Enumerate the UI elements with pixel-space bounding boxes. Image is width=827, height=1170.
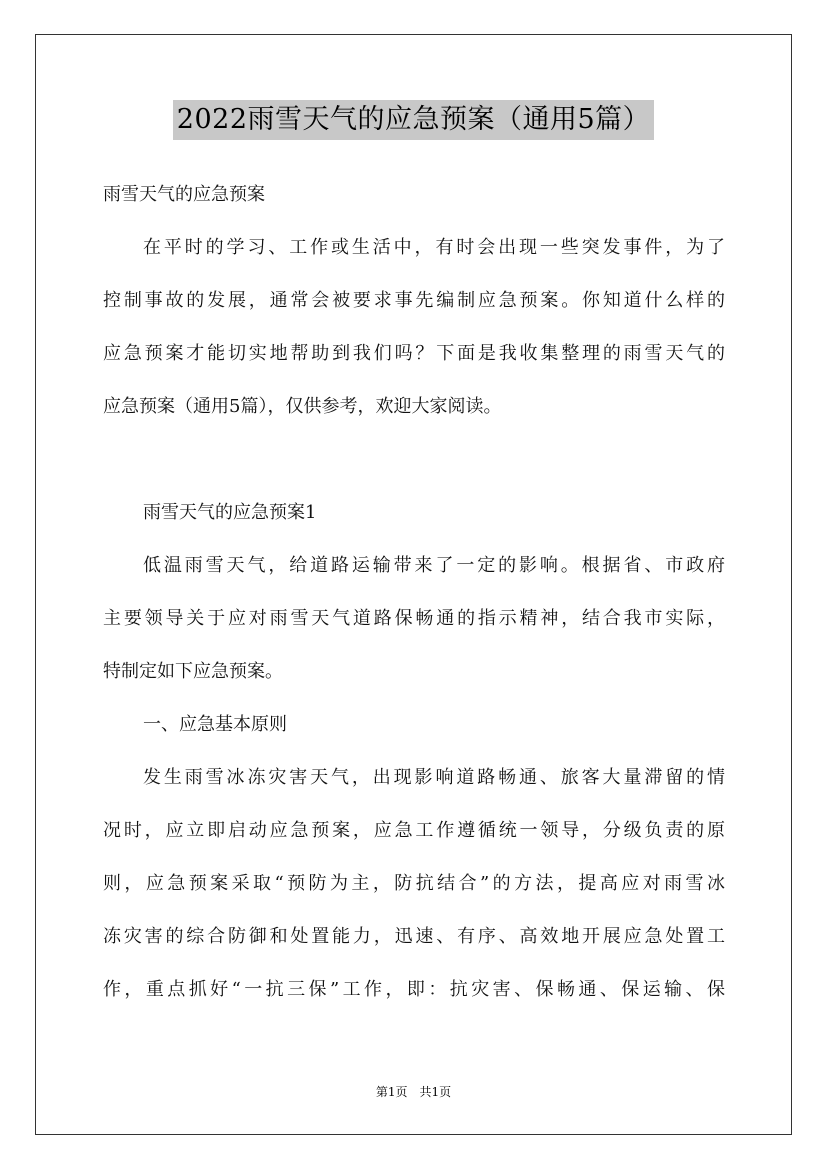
principle-line: 发生雨雪冰冻灾害天气，出现影响道路畅通、旅客大量滞留的情 [143,767,725,788]
intro-line: 控制事故的发展，通常会被要求事先编制应急预案。你知道什么样的 [103,290,725,311]
principle-line: 况时，应立即启动应急预案，应急工作遵循统一领导，分级负责的原 [103,820,725,841]
page-footer: 第1页 共1页 [375,1085,452,1099]
principle-line: 作，重点抓好“一抗三保”工作，即：抗灾害、保畅通、保运输、保 [103,979,725,1000]
principle-line: 冻灾害的综合防御和处置能力，迅速、有序、高效地开展应急处置工 [103,926,725,947]
intro-line: 应急预案才能切实地帮助到我们吗？下面是我收集整理的雨雪天气的 [103,343,725,364]
intro-line: 应急预案（通用5篇），仅供参考，欢迎大家阅读。 [103,396,502,417]
document-body [103,168,725,1016]
intro-line: 在平时的学习、工作或生活中，有时会出现一些突发事件，为了 [143,237,725,258]
section1-heading: 雨雪天气的应急预案1 [143,502,317,523]
section1-line: 低温雨雪天气，给道路运输带来了一定的影响。根据省、市政府 [143,555,725,576]
intro-heading: 雨雪天气的应急预案 [103,184,265,205]
principle-heading: 一、应急基本原则 [143,714,287,735]
title-wrap [0,100,827,140]
blank-line [103,433,725,486]
document-title: 2022雨雪天气的应急预案（通用5篇） [173,100,654,140]
principle-line: 则，应急预案采取“预防为主，防抗结合”的方法，提高应对雨雪冰 [103,873,725,894]
section1-line: 特制定如下应急预案。 [103,661,283,682]
section1-line: 主要领导关于应对雨雪天气道路保畅通的指示精神，结合我市实际， [103,608,725,629]
